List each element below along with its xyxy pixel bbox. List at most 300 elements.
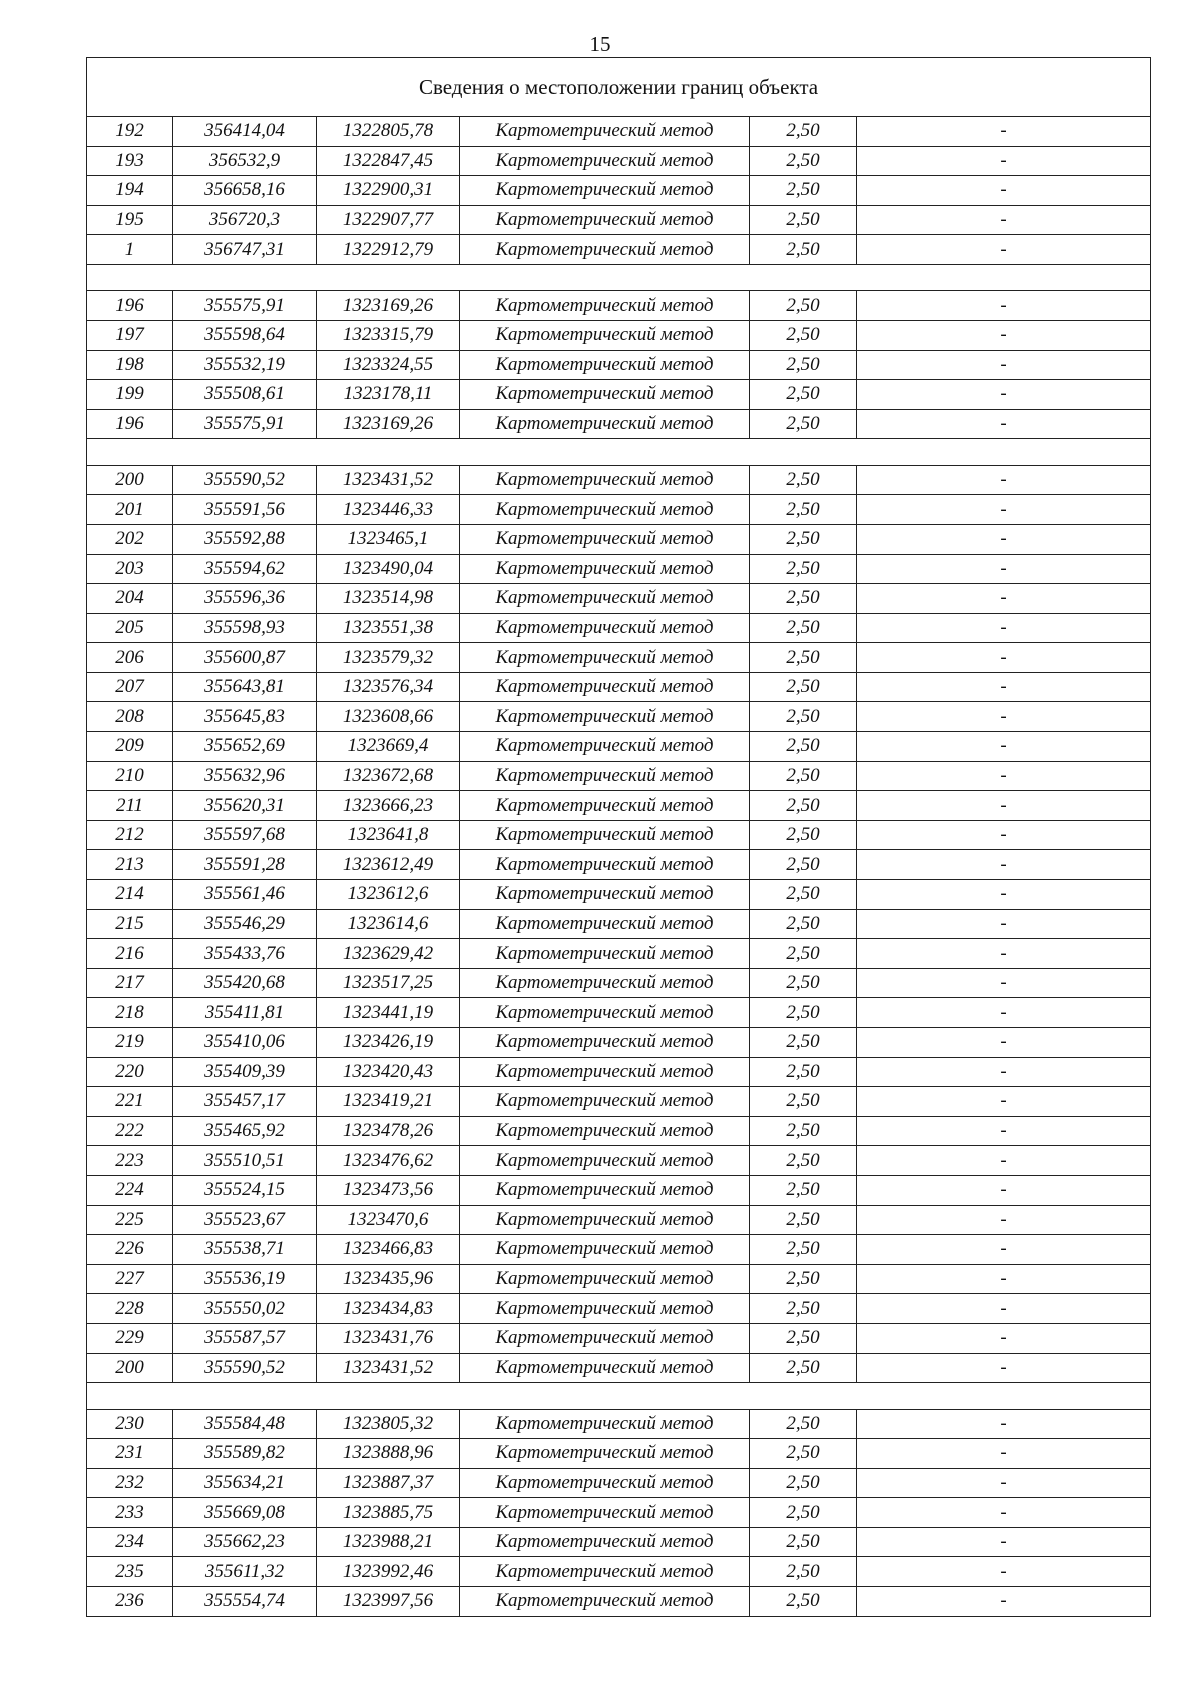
table-row <box>87 702 1151 732</box>
method-cell: Картометрический метод <box>460 1409 750 1439</box>
table-row <box>87 495 1151 525</box>
point-number-cell: 207 <box>87 672 173 702</box>
point-number-cell: 224 <box>87 1175 173 1205</box>
method-cell: Картометрический метод <box>460 850 750 880</box>
y-coordinate-cell: 1322900,31 <box>317 176 460 206</box>
description-cell: - <box>857 584 1151 614</box>
y-coordinate-cell: 1323885,75 <box>317 1498 460 1528</box>
accuracy-cell: 2,50 <box>750 791 857 821</box>
x-coordinate-cell: 355591,28 <box>173 850 317 880</box>
table-row <box>87 732 1151 762</box>
method-cell: Картометрический метод <box>460 554 750 584</box>
description-cell: - <box>857 643 1151 673</box>
contour-separator-row <box>87 439 1151 465</box>
description-cell: - <box>857 968 1151 998</box>
y-coordinate-cell: 1322847,45 <box>317 146 460 176</box>
y-coordinate-cell: 1323473,56 <box>317 1175 460 1205</box>
table-row <box>87 291 1151 321</box>
y-coordinate-cell: 1323576,34 <box>317 672 460 702</box>
method-cell: Картометрический метод <box>460 1294 750 1324</box>
x-coordinate-cell: 355550,02 <box>173 1294 317 1324</box>
contour-separator-row <box>87 264 1151 290</box>
point-number-cell: 200 <box>87 465 173 495</box>
table-row <box>87 1146 1151 1176</box>
accuracy-cell: 2,50 <box>750 613 857 643</box>
method-cell: Картометрический метод <box>460 380 750 410</box>
y-coordinate-cell: 1323672,68 <box>317 761 460 791</box>
y-coordinate-cell: 1323324,55 <box>317 350 460 380</box>
description-cell: - <box>857 465 1151 495</box>
point-number-cell: 193 <box>87 146 173 176</box>
table-row <box>87 643 1151 673</box>
description-cell: - <box>857 1235 1151 1265</box>
table-row <box>87 409 1151 439</box>
table-row <box>87 1557 1151 1587</box>
description-cell: - <box>857 732 1151 762</box>
point-number-cell: 231 <box>87 1439 173 1469</box>
y-coordinate-cell: 1323169,26 <box>317 291 460 321</box>
method-cell: Картометрический метод <box>460 1057 750 1087</box>
x-coordinate-cell: 356414,04 <box>173 117 317 147</box>
point-number-cell: 1 <box>87 235 173 265</box>
table-row <box>87 1087 1151 1117</box>
point-number-cell: 196 <box>87 291 173 321</box>
contour-separator-row <box>87 1383 1151 1409</box>
accuracy-cell: 2,50 <box>750 524 857 554</box>
y-coordinate-cell: 1323669,4 <box>317 732 460 762</box>
x-coordinate-cell: 355410,06 <box>173 1028 317 1058</box>
x-coordinate-cell: 356658,16 <box>173 176 317 206</box>
accuracy-cell: 2,50 <box>750 1087 857 1117</box>
table-row <box>87 672 1151 702</box>
x-coordinate-cell: 355457,17 <box>173 1087 317 1117</box>
x-coordinate-cell: 355620,31 <box>173 791 317 821</box>
method-cell: Картометрический метод <box>460 205 750 235</box>
method-cell: Картометрический метод <box>460 998 750 1028</box>
table-row <box>87 1498 1151 1528</box>
y-coordinate-cell: 1322907,77 <box>317 205 460 235</box>
point-number-cell: 225 <box>87 1205 173 1235</box>
y-coordinate-cell: 1323478,26 <box>317 1116 460 1146</box>
accuracy-cell: 2,50 <box>750 1409 857 1439</box>
point-number-cell: 210 <box>87 761 173 791</box>
point-number-cell: 217 <box>87 968 173 998</box>
y-coordinate-cell: 1323446,33 <box>317 495 460 525</box>
table-row <box>87 850 1151 880</box>
accuracy-cell: 2,50 <box>750 939 857 969</box>
method-cell: Картометрический метод <box>460 1146 750 1176</box>
point-number-cell: 211 <box>87 791 173 821</box>
table-row <box>87 584 1151 614</box>
x-coordinate-cell: 355546,29 <box>173 909 317 939</box>
accuracy-cell: 2,50 <box>750 761 857 791</box>
x-coordinate-cell: 355669,08 <box>173 1498 317 1528</box>
accuracy-cell: 2,50 <box>750 1468 857 1498</box>
description-cell: - <box>857 1587 1151 1617</box>
point-number-cell: 204 <box>87 584 173 614</box>
x-coordinate-cell: 355590,52 <box>173 465 317 495</box>
method-cell: Картометрический метод <box>460 1527 750 1557</box>
table-row <box>87 968 1151 998</box>
x-coordinate-cell: 356720,3 <box>173 205 317 235</box>
method-cell: Картометрический метод <box>460 235 750 265</box>
table-row <box>87 1323 1151 1353</box>
table-row <box>87 1116 1151 1146</box>
description-cell: - <box>857 1527 1151 1557</box>
y-coordinate-cell: 1323431,52 <box>317 1353 460 1383</box>
point-number-cell: 213 <box>87 850 173 880</box>
point-number-cell: 232 <box>87 1468 173 1498</box>
y-coordinate-cell: 1323888,96 <box>317 1439 460 1469</box>
description-cell: - <box>857 1205 1151 1235</box>
method-cell: Картометрический метод <box>460 291 750 321</box>
method-cell: Картометрический метод <box>460 939 750 969</box>
table-row <box>87 1057 1151 1087</box>
x-coordinate-cell: 355587,57 <box>173 1323 317 1353</box>
accuracy-cell: 2,50 <box>750 146 857 176</box>
x-coordinate-cell: 355611,32 <box>173 1557 317 1587</box>
method-cell: Картометрический метод <box>460 732 750 762</box>
table-row <box>87 1175 1151 1205</box>
y-coordinate-cell: 1323551,38 <box>317 613 460 643</box>
accuracy-cell: 2,50 <box>750 320 857 350</box>
accuracy-cell: 2,50 <box>750 1057 857 1087</box>
accuracy-cell: 2,50 <box>750 1146 857 1176</box>
description-cell: - <box>857 1175 1151 1205</box>
x-coordinate-cell: 355652,69 <box>173 732 317 762</box>
y-coordinate-cell: 1323517,25 <box>317 968 460 998</box>
page-number: 15 <box>589 32 611 56</box>
table-row <box>87 1353 1151 1383</box>
y-coordinate-cell: 1323997,56 <box>317 1587 460 1617</box>
method-cell: Картометрический метод <box>460 791 750 821</box>
x-coordinate-cell: 356532,9 <box>173 146 317 176</box>
x-coordinate-cell: 355411,81 <box>173 998 317 1028</box>
description-cell: - <box>857 702 1151 732</box>
y-coordinate-cell: 1322805,78 <box>317 117 460 147</box>
x-coordinate-cell: 355598,93 <box>173 613 317 643</box>
method-cell: Картометрический метод <box>460 672 750 702</box>
x-coordinate-cell: 355409,39 <box>173 1057 317 1087</box>
point-number-cell: 209 <box>87 732 173 762</box>
point-number-cell: 195 <box>87 205 173 235</box>
table-row <box>87 1235 1151 1265</box>
y-coordinate-cell: 1323431,76 <box>317 1323 460 1353</box>
x-coordinate-cell: 355643,81 <box>173 672 317 702</box>
description-cell: - <box>857 409 1151 439</box>
x-coordinate-cell: 356747,31 <box>173 235 317 265</box>
description-cell: - <box>857 613 1151 643</box>
point-number-cell: 218 <box>87 998 173 1028</box>
accuracy-cell: 2,50 <box>750 465 857 495</box>
table-row <box>87 1028 1151 1058</box>
x-coordinate-cell: 355597,68 <box>173 820 317 850</box>
accuracy-cell: 2,50 <box>750 1205 857 1235</box>
separator-cell <box>87 439 1151 465</box>
description-cell: - <box>857 291 1151 321</box>
accuracy-cell: 2,50 <box>750 850 857 880</box>
table-row <box>87 1409 1151 1439</box>
accuracy-cell: 2,50 <box>750 909 857 939</box>
y-coordinate-cell: 1323988,21 <box>317 1527 460 1557</box>
table-row <box>87 880 1151 910</box>
x-coordinate-cell: 355536,19 <box>173 1264 317 1294</box>
method-cell: Картометрический метод <box>460 1087 750 1117</box>
description-cell: - <box>857 909 1151 939</box>
y-coordinate-cell: 1323431,52 <box>317 465 460 495</box>
method-cell: Картометрический метод <box>460 702 750 732</box>
x-coordinate-cell: 355524,15 <box>173 1175 317 1205</box>
y-coordinate-cell: 1323490,04 <box>317 554 460 584</box>
method-cell: Картометрический метод <box>460 1468 750 1498</box>
table-row <box>87 1439 1151 1469</box>
accuracy-cell: 2,50 <box>750 1323 857 1353</box>
table-row <box>87 1294 1151 1324</box>
description-cell: - <box>857 320 1151 350</box>
description-cell: - <box>857 176 1151 206</box>
x-coordinate-cell: 355596,36 <box>173 584 317 614</box>
description-cell: - <box>857 820 1151 850</box>
y-coordinate-cell: 1323992,46 <box>317 1557 460 1587</box>
y-coordinate-cell: 1322912,79 <box>317 235 460 265</box>
table-body <box>87 58 1151 1617</box>
table-row <box>87 1527 1151 1557</box>
table-row <box>87 1205 1151 1235</box>
table-row <box>87 380 1151 410</box>
description-cell: - <box>857 554 1151 584</box>
x-coordinate-cell: 355589,82 <box>173 1439 317 1469</box>
y-coordinate-cell: 1323420,43 <box>317 1057 460 1087</box>
y-coordinate-cell: 1323476,62 <box>317 1146 460 1176</box>
accuracy-cell: 2,50 <box>750 1294 857 1324</box>
accuracy-cell: 2,50 <box>750 1175 857 1205</box>
accuracy-cell: 2,50 <box>750 584 857 614</box>
x-coordinate-cell: 355645,83 <box>173 702 317 732</box>
point-number-cell: 221 <box>87 1087 173 1117</box>
table-row <box>87 1468 1151 1498</box>
description-cell: - <box>857 850 1151 880</box>
y-coordinate-cell: 1323805,32 <box>317 1409 460 1439</box>
description-cell: - <box>857 524 1151 554</box>
method-cell: Картометрический метод <box>460 613 750 643</box>
description-cell: - <box>857 117 1151 147</box>
separator-cell <box>87 1383 1151 1409</box>
description-cell: - <box>857 1353 1151 1383</box>
method-cell: Картометрический метод <box>460 1028 750 1058</box>
point-number-cell: 198 <box>87 350 173 380</box>
x-coordinate-cell: 355598,64 <box>173 320 317 350</box>
description-cell: - <box>857 350 1151 380</box>
method-cell: Картометрический метод <box>460 761 750 791</box>
table-row <box>87 524 1151 554</box>
method-cell: Картометрический метод <box>460 495 750 525</box>
table-row <box>87 350 1151 380</box>
y-coordinate-cell: 1323435,96 <box>317 1264 460 1294</box>
description-cell: - <box>857 1057 1151 1087</box>
table-row <box>87 176 1151 206</box>
accuracy-cell: 2,50 <box>750 880 857 910</box>
boundary-coordinates-table <box>86 57 1151 1617</box>
y-coordinate-cell: 1323666,23 <box>317 791 460 821</box>
method-cell: Картометрический метод <box>460 176 750 206</box>
point-number-cell: 208 <box>87 702 173 732</box>
point-number-cell: 202 <box>87 524 173 554</box>
accuracy-cell: 2,50 <box>750 1439 857 1469</box>
method-cell: Картометрический метод <box>460 465 750 495</box>
x-coordinate-cell: 355433,76 <box>173 939 317 969</box>
point-number-cell: 200 <box>87 1353 173 1383</box>
accuracy-cell: 2,50 <box>750 1557 857 1587</box>
method-cell: Картометрический метод <box>460 146 750 176</box>
description-cell: - <box>857 1468 1151 1498</box>
table-title: Сведения о местоположении границ объекта <box>87 58 1151 117</box>
point-number-cell: 214 <box>87 880 173 910</box>
point-number-cell: 235 <box>87 1557 173 1587</box>
x-coordinate-cell: 355575,91 <box>173 291 317 321</box>
point-number-cell: 192 <box>87 117 173 147</box>
method-cell: Картометрический метод <box>460 1205 750 1235</box>
table-row <box>87 1264 1151 1294</box>
y-coordinate-cell: 1323465,1 <box>317 524 460 554</box>
y-coordinate-cell: 1323470,6 <box>317 1205 460 1235</box>
accuracy-cell: 2,50 <box>750 554 857 584</box>
table-row <box>87 761 1151 791</box>
table-row <box>87 320 1151 350</box>
method-cell: Картометрический метод <box>460 968 750 998</box>
point-number-cell: 233 <box>87 1498 173 1528</box>
y-coordinate-cell: 1323608,66 <box>317 702 460 732</box>
table-row <box>87 909 1151 939</box>
point-number-cell: 203 <box>87 554 173 584</box>
accuracy-cell: 2,50 <box>750 1527 857 1557</box>
method-cell: Картометрический метод <box>460 350 750 380</box>
point-number-cell: 205 <box>87 613 173 643</box>
x-coordinate-cell: 355538,71 <box>173 1235 317 1265</box>
accuracy-cell: 2,50 <box>750 235 857 265</box>
point-number-cell: 197 <box>87 320 173 350</box>
description-cell: - <box>857 1409 1151 1439</box>
x-coordinate-cell: 355592,88 <box>173 524 317 554</box>
method-cell: Картометрический метод <box>460 1116 750 1146</box>
accuracy-cell: 2,50 <box>750 643 857 673</box>
accuracy-cell: 2,50 <box>750 117 857 147</box>
description-cell: - <box>857 146 1151 176</box>
point-number-cell: 219 <box>87 1028 173 1058</box>
description-cell: - <box>857 205 1151 235</box>
y-coordinate-cell: 1323434,83 <box>317 1294 460 1324</box>
description-cell: - <box>857 939 1151 969</box>
accuracy-cell: 2,50 <box>750 380 857 410</box>
description-cell: - <box>857 1146 1151 1176</box>
method-cell: Картометрический метод <box>460 1557 750 1587</box>
description-cell: - <box>857 880 1151 910</box>
accuracy-cell: 2,50 <box>750 1587 857 1617</box>
point-number-cell: 201 <box>87 495 173 525</box>
point-number-cell: 223 <box>87 1146 173 1176</box>
x-coordinate-cell: 355523,67 <box>173 1205 317 1235</box>
description-cell: - <box>857 1557 1151 1587</box>
method-cell: Картометрический метод <box>460 1587 750 1617</box>
accuracy-cell: 2,50 <box>750 820 857 850</box>
table-row <box>87 117 1151 147</box>
method-cell: Картометрический метод <box>460 1264 750 1294</box>
method-cell: Картометрический метод <box>460 1235 750 1265</box>
table-row <box>87 1587 1151 1617</box>
table-row <box>87 465 1151 495</box>
accuracy-cell: 2,50 <box>750 1235 857 1265</box>
method-cell: Картометрический метод <box>460 820 750 850</box>
accuracy-cell: 2,50 <box>750 732 857 762</box>
point-number-cell: 215 <box>87 909 173 939</box>
description-cell: - <box>857 1439 1151 1469</box>
description-cell: - <box>857 672 1151 702</box>
point-number-cell: 222 <box>87 1116 173 1146</box>
y-coordinate-cell: 1323641,8 <box>317 820 460 850</box>
x-coordinate-cell: 355594,62 <box>173 554 317 584</box>
accuracy-cell: 2,50 <box>750 1498 857 1528</box>
x-coordinate-cell: 355575,91 <box>173 409 317 439</box>
table-row <box>87 791 1151 821</box>
x-coordinate-cell: 355632,96 <box>173 761 317 791</box>
y-coordinate-cell: 1323419,21 <box>317 1087 460 1117</box>
method-cell: Картометрический метод <box>460 1353 750 1383</box>
point-number-cell: 220 <box>87 1057 173 1087</box>
x-coordinate-cell: 355554,74 <box>173 1587 317 1617</box>
x-coordinate-cell: 355590,52 <box>173 1353 317 1383</box>
y-coordinate-cell: 1323169,26 <box>317 409 460 439</box>
description-cell: - <box>857 1294 1151 1324</box>
y-coordinate-cell: 1323178,11 <box>317 380 460 410</box>
y-coordinate-cell: 1323426,19 <box>317 1028 460 1058</box>
point-number-cell: 194 <box>87 176 173 206</box>
accuracy-cell: 2,50 <box>750 702 857 732</box>
point-number-cell: 199 <box>87 380 173 410</box>
point-number-cell: 226 <box>87 1235 173 1265</box>
accuracy-cell: 2,50 <box>750 1116 857 1146</box>
accuracy-cell: 2,50 <box>750 205 857 235</box>
description-cell: - <box>857 1323 1151 1353</box>
x-coordinate-cell: 355420,68 <box>173 968 317 998</box>
point-number-cell: 196 <box>87 409 173 439</box>
x-coordinate-cell: 355561,46 <box>173 880 317 910</box>
y-coordinate-cell: 1323614,6 <box>317 909 460 939</box>
method-cell: Картометрический метод <box>460 409 750 439</box>
x-coordinate-cell: 355591,56 <box>173 495 317 525</box>
x-coordinate-cell: 355510,51 <box>173 1146 317 1176</box>
x-coordinate-cell: 355508,61 <box>173 380 317 410</box>
description-cell: - <box>857 1087 1151 1117</box>
accuracy-cell: 2,50 <box>750 998 857 1028</box>
title-row <box>87 58 1151 117</box>
table-row <box>87 554 1151 584</box>
table-row <box>87 998 1151 1028</box>
point-number-cell: 216 <box>87 939 173 969</box>
point-number-cell: 236 <box>87 1587 173 1617</box>
accuracy-cell: 2,50 <box>750 1028 857 1058</box>
y-coordinate-cell: 1323315,79 <box>317 320 460 350</box>
table-row <box>87 820 1151 850</box>
separator-cell <box>87 264 1151 290</box>
point-number-cell: 228 <box>87 1294 173 1324</box>
table-row <box>87 939 1151 969</box>
method-cell: Картометрический метод <box>460 320 750 350</box>
x-coordinate-cell: 355662,23 <box>173 1527 317 1557</box>
point-number-cell: 234 <box>87 1527 173 1557</box>
accuracy-cell: 2,50 <box>750 291 857 321</box>
accuracy-cell: 2,50 <box>750 409 857 439</box>
method-cell: Картометрический метод <box>460 584 750 614</box>
description-cell: - <box>857 761 1151 791</box>
